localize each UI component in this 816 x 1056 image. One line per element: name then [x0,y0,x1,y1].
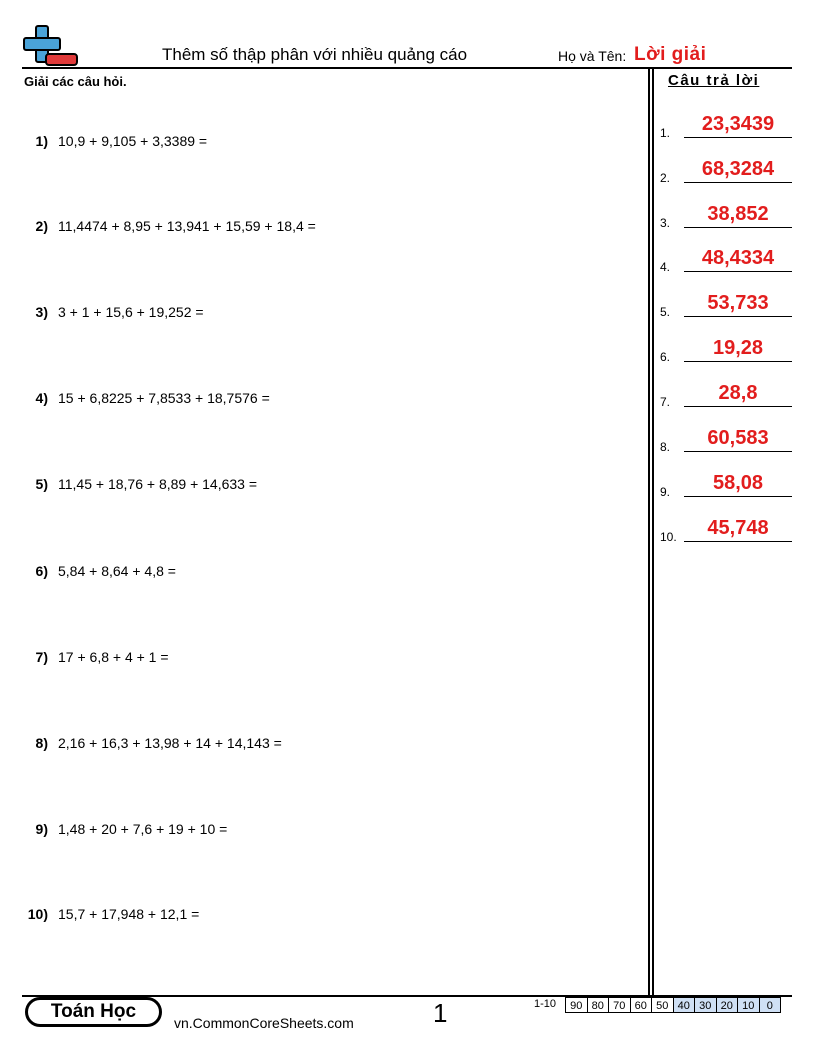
question-number: 9) [35,821,48,837]
question-number: 5) [35,476,48,492]
score-cell: 80 [588,997,610,1013]
answer-item [660,153,792,183]
page-number: 1 [433,998,448,1028]
answer-item [660,422,792,452]
answer-value: 23,3439 [701,113,775,135]
answer-line [684,361,792,362]
column-divider-right [652,69,654,995]
answer-line [684,451,792,452]
math-logo-icon [22,24,80,68]
score-cell: 0 [760,997,782,1013]
question-text: 5,84 + 8,64 + 4,8 = [58,563,176,579]
answer-item [660,377,792,407]
answer-value: 60,583 [707,427,769,449]
answer-item [660,108,792,138]
answer-line [684,137,792,138]
score-cell: 30 [695,997,717,1013]
answer-number: 8. [660,440,671,454]
question-number: 1) [35,133,48,149]
name-label: Họ và Tên: [558,48,627,64]
column-divider-left [648,69,650,995]
answer-value: 68,3284 [701,158,775,180]
header-divider [22,67,792,69]
answer-item [660,512,792,542]
score-cell: 50 [652,997,674,1013]
answer-line [684,496,792,497]
question-number: 6) [35,563,48,579]
answer-line [684,316,792,317]
worksheet-title: Thêm số thập phân với nhiều quảng cáo [162,45,468,64]
score-cell: 40 [674,997,696,1013]
answer-line [684,406,792,407]
answer-number: 7. [660,395,671,409]
answer-item [660,242,792,272]
score-cell: 10 [738,997,760,1013]
score-table [565,997,781,1013]
question-text: 2,16 + 16,3 + 13,98 + 14 + 14,143 = [58,735,282,751]
question-item [24,390,624,406]
answer-number: 1. [660,126,671,140]
question-text: 15 + 6,8225 + 7,8533 + 18,7576 = [58,390,270,406]
answer-number: 2. [660,171,671,185]
answer-value: 28,8 [718,382,758,404]
question-item [24,821,624,837]
answer-value: 48,4334 [701,247,775,269]
question-item [24,906,624,922]
instructions: Giải các câu hỏi. [24,74,127,89]
question-text: 15,7 + 17,948 + 12,1 = [58,906,200,922]
answer-number: 6. [660,350,671,364]
answer-number: 4. [660,260,671,274]
question-text: 17 + 6,8 + 4 + 1 = [58,649,169,665]
question-item [24,563,624,579]
answer-line [684,271,792,272]
question-item [24,476,624,492]
score-range-label: 1-10 [534,998,557,1010]
question-number: 10) [27,906,48,922]
question-number: 2) [35,218,48,234]
question-number: 4) [35,390,48,406]
question-number: 8) [35,735,48,751]
score-cell: 20 [717,997,739,1013]
answer-value: 58,08 [712,472,764,494]
answer-number: 5. [660,305,671,319]
answer-value: 53,733 [707,292,769,314]
answer-item [660,467,792,497]
answer-item [660,198,792,228]
score-cell: 70 [609,997,631,1013]
brand-badge: Toán Học [25,997,162,1027]
question-text: 11,4474 + 8,95 + 13,941 + 15,59 + 18,4 = [58,218,316,234]
answer-value: 45,748 [707,517,769,539]
question-item [24,649,624,665]
answer-value: 38,852 [707,203,769,225]
answer-line [684,182,792,183]
question-text: 11,45 + 18,76 + 8,89 + 14,633 = [58,476,258,492]
answer-item [660,287,792,317]
answers-header: Câu trả lời [668,72,760,89]
question-item [24,218,624,234]
question-number: 3) [35,304,48,320]
question-text: 3 + 1 + 15,6 + 19,252 = [58,304,204,320]
answer-line [684,227,792,228]
answer-number: 9. [660,485,671,499]
question-item [24,735,624,751]
score-cell: 60 [631,997,653,1013]
answer-number: 3. [660,216,671,230]
score-cell: 90 [566,997,588,1013]
answer-line [684,541,792,542]
question-number: 7) [35,649,48,665]
answer-value: 19,28 [712,337,764,359]
site-url: vn.CommonCoreSheets.com [174,1015,354,1031]
question-item [24,133,624,149]
question-item [24,304,624,320]
question-text: 1,48 + 20 + 7,6 + 19 + 10 = [58,821,228,837]
answer-number: 10. [660,530,677,544]
name-value: Lời giải [634,44,707,65]
question-text: 10,9 + 9,105 + 3,3389 = [58,133,208,149]
answer-item [660,332,792,362]
